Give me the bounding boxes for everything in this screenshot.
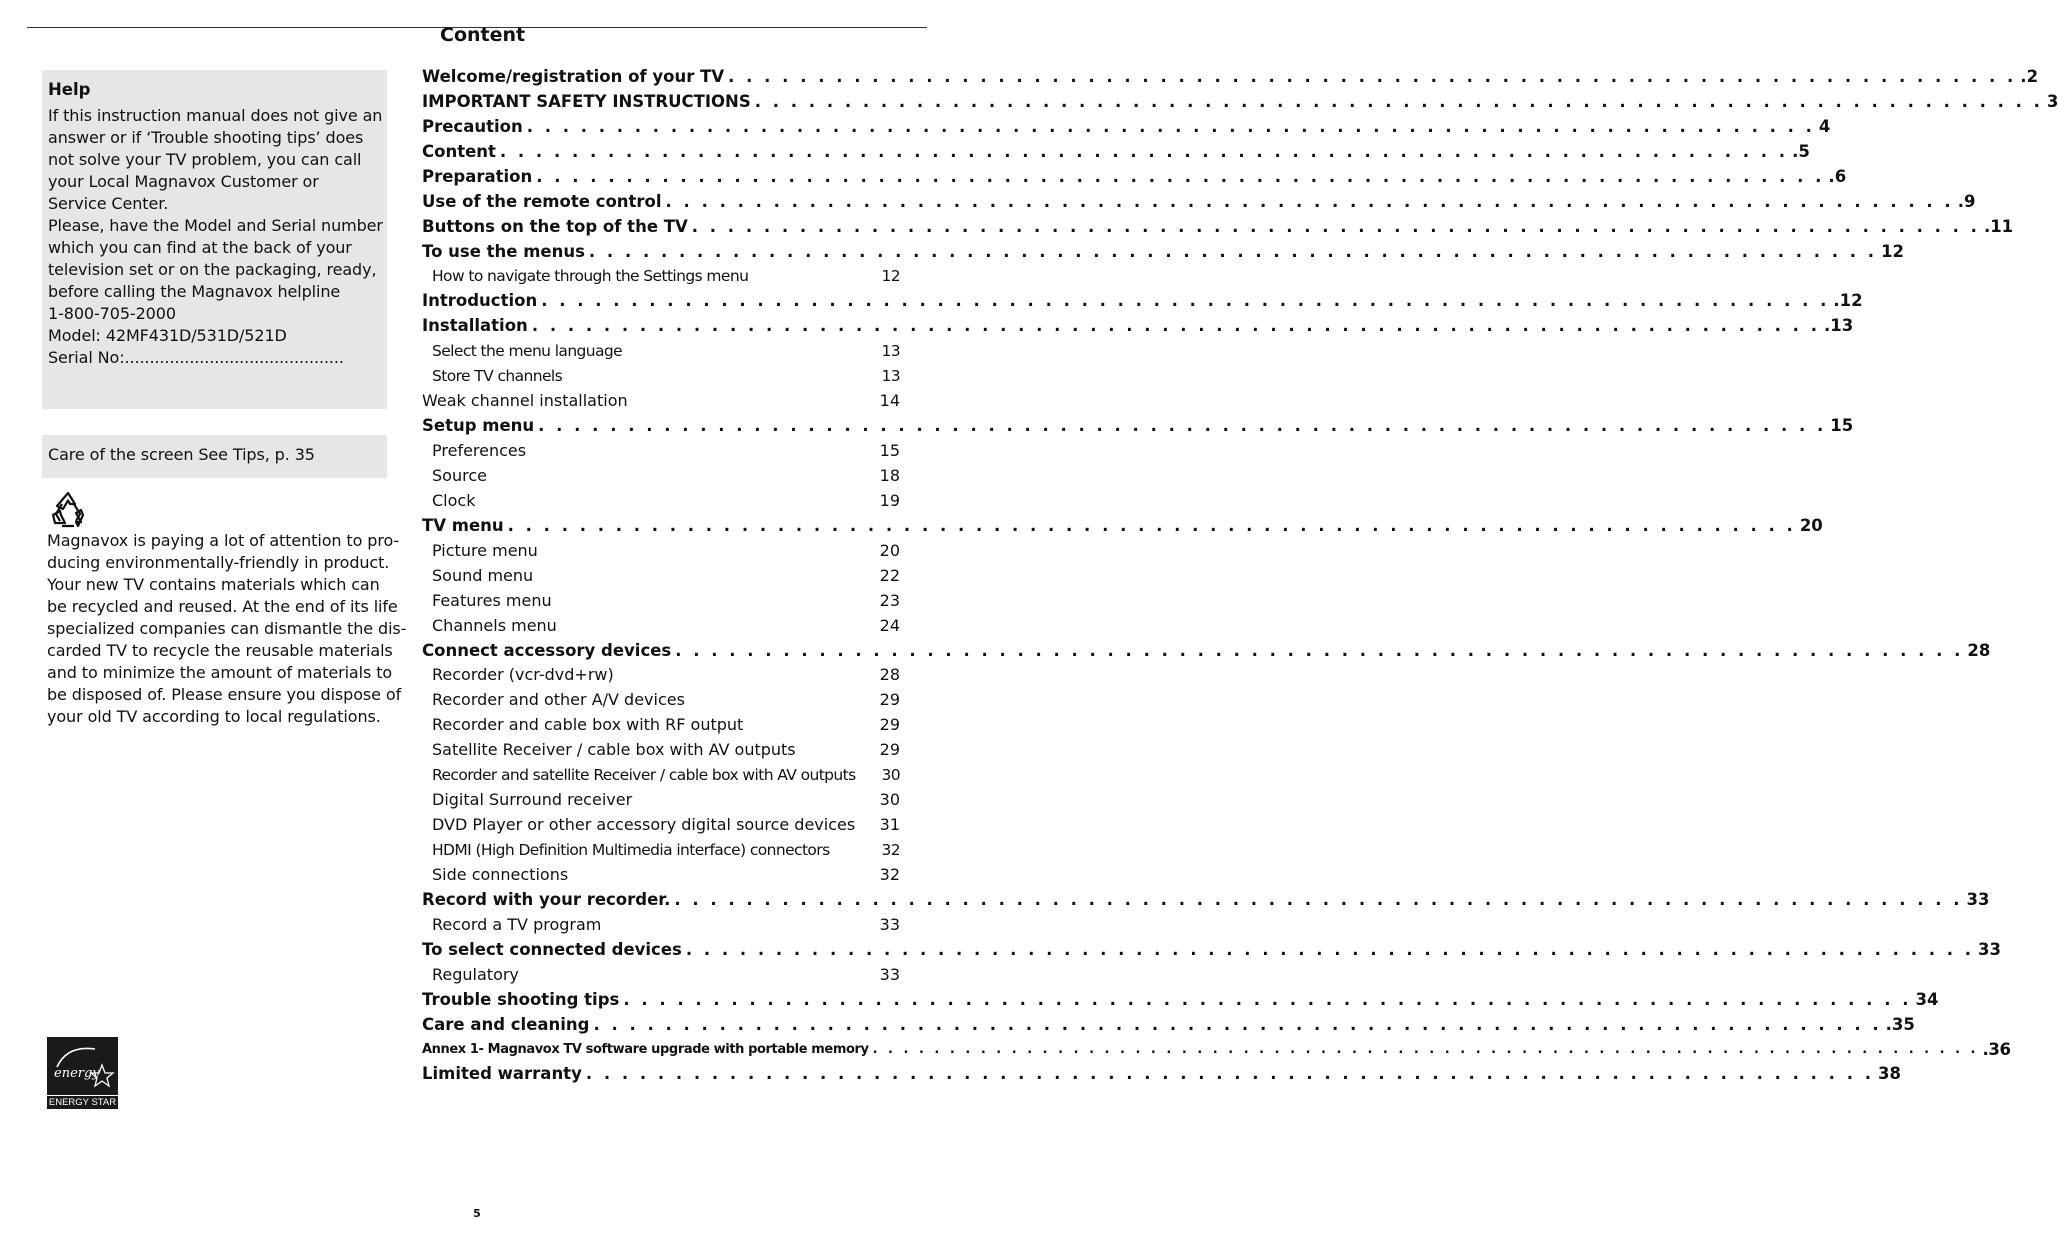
toc-entry-page: 29 <box>879 690 900 710</box>
toc-entry-title: Welcome/registration of your TV <box>422 66 725 86</box>
environment-note <box>47 530 407 728</box>
table-of-contents <box>422 64 2058 1086</box>
page-number: 5 <box>473 1207 481 1220</box>
toc-entry-title: Recorder and cable box with RF output <box>432 715 744 735</box>
help-text <box>48 105 381 369</box>
toc-entry-page: 28 <box>1967 640 1991 660</box>
toc-entry <box>422 613 900 638</box>
toc-entry <box>422 712 900 737</box>
toc-entry <box>422 139 1810 164</box>
toc-leader-dots <box>585 242 1881 261</box>
toc-entry <box>422 164 1847 189</box>
toc-entry <box>422 987 1939 1012</box>
toc-entry-title: Introduction <box>422 291 538 311</box>
toc-entry-page: 30 <box>879 790 900 810</box>
toc-entry <box>422 438 900 463</box>
toc-entry <box>422 588 900 613</box>
toc-entry-title: Record a TV program <box>432 914 602 934</box>
toc-entry-page: 18 <box>879 465 900 485</box>
toc-entry-page: 20 <box>879 540 900 560</box>
toc-entry-page: 4 <box>1818 116 1831 136</box>
toc-leader-dots <box>532 167 1828 186</box>
toc-leader-dots <box>504 516 1800 535</box>
eco-line: specialized companies can dismantle the dis- <box>47 619 407 638</box>
toc-leader-dots <box>670 890 1966 909</box>
toc-entry <box>422 638 1991 663</box>
care-note: Care of the screen See Tips, p. 35 <box>48 445 315 464</box>
toc-entry <box>422 563 900 588</box>
toc-entry-title: Satellite Receiver / cable box with AV outputs <box>432 740 796 760</box>
toc-leader-dots <box>496 142 1792 161</box>
toc-leader-dots <box>589 1015 1885 1034</box>
toc-entry <box>422 887 1990 912</box>
help-line: not solve your TV problem, you can call <box>48 150 362 169</box>
toc-entry-title: Use of the remote control <box>422 191 662 211</box>
toc-leader-dots <box>534 416 1830 435</box>
toc-entry-title: Recorder and satellite Receiver / cable box with AV outputs <box>432 765 856 784</box>
toc-entry-page: 32 <box>879 864 900 884</box>
toc-entry-page: 33 <box>879 914 900 934</box>
toc-entry <box>422 862 900 887</box>
toc-entry-page: 30 <box>881 765 900 784</box>
toc-entry-title: Digital Surround receiver <box>432 790 633 810</box>
energy-star-icon <box>47 1037 118 1095</box>
toc-entry-title: HDMI (High Definition Multimedia interface) connectors <box>432 840 830 859</box>
toc-entry-page: .9 <box>1957 191 1976 211</box>
toc-entry-title: Source <box>432 465 487 485</box>
toc-entry-page: 12 <box>881 266 900 285</box>
toc-leader-dots <box>582 1064 1878 1083</box>
toc-entry <box>422 912 900 937</box>
toc-entry <box>422 1012 1915 1037</box>
help-line: If this instruction manual does not give an <box>48 106 383 125</box>
toc-entry-title: Connect accessory devices <box>422 640 672 660</box>
eco-line: your old TV according to local regulations. <box>47 707 381 726</box>
toc-entry-page: .13 <box>1823 316 1854 336</box>
toc-leader-dots <box>537 291 1833 310</box>
toc-entry-title: Picture menu <box>432 540 538 560</box>
toc-entry-title: Weak channel installation <box>422 391 628 411</box>
toc-entry-page: 14 <box>879 391 900 411</box>
eco-line: Your new TV contains materials which can <box>47 575 380 594</box>
help-line: Service Center. <box>48 194 169 213</box>
help-panel <box>42 70 387 409</box>
toc-entry-title: Content <box>422 141 496 161</box>
toc-entry-page: .2 <box>2020 66 2039 86</box>
help-line: Please, have the Model and Serial number <box>48 216 383 235</box>
toc-entry-title: To select connected devices <box>422 939 682 959</box>
toc-entry-page: 28 <box>879 665 900 685</box>
toc-entry-page: 33 <box>1978 939 2001 959</box>
toc-entry-title: Preparation <box>422 166 533 186</box>
toc-entry-page: 33 <box>879 964 900 984</box>
toc-leader-dots <box>751 92 2047 111</box>
toc-entry <box>422 737 900 762</box>
toc-entry-page: 15 <box>879 441 900 461</box>
toc-entry-title: TV menu <box>422 515 504 535</box>
toc-entry <box>422 413 1854 438</box>
toc-entry-title: Store TV channels <box>432 366 563 385</box>
energy-star-logo <box>47 1037 118 1109</box>
toc-entry-title: To use the menus <box>422 241 585 261</box>
toc-leader-dots <box>682 940 1978 959</box>
toc-leader-dots <box>671 641 1967 660</box>
toc-entry <box>422 463 900 488</box>
toc-entry <box>422 837 900 862</box>
toc-entry-page: 24 <box>879 615 900 635</box>
toc-entry-title: Recorder and other A/V devices <box>432 690 685 710</box>
toc-entry-page: 19 <box>879 490 900 510</box>
care-panel <box>42 435 387 478</box>
toc-leader-dots <box>619 990 1915 1009</box>
recycle-icon <box>48 490 88 530</box>
toc-leader-dots <box>662 192 1958 211</box>
toc-entry <box>422 214 2014 239</box>
toc-entry <box>422 538 900 563</box>
help-line: answer or if ‘Trouble shooting tips’ does <box>48 128 364 147</box>
toc-entry-page: 3 <box>2046 91 2058 111</box>
toc-entry-title: Sound menu <box>432 565 534 585</box>
toc-entry <box>422 288 1863 313</box>
toc-entry <box>422 1062 1901 1087</box>
help-line: before calling the Magnavox helpline <box>48 282 341 301</box>
help-line: your Local Magnavox Customer or <box>48 172 319 191</box>
help-line: which you can find at the back of your <box>48 238 352 257</box>
toc-entry <box>422 338 900 363</box>
toc-leader-dots <box>528 316 1824 335</box>
toc-entry-page: .12 <box>1833 291 1863 311</box>
toc-entry-page: 38 <box>1877 1064 1901 1084</box>
toc-entry <box>422 962 900 987</box>
toc-entry <box>422 663 900 688</box>
toc-entry <box>422 488 900 513</box>
toc-entry-title: DVD Player or other accessory digital source devices <box>432 815 856 835</box>
toc-entry-page: 32 <box>881 840 900 859</box>
page-title: Content <box>440 24 526 46</box>
toc-entry-title: Trouble shooting tips <box>422 989 620 1009</box>
toc-leader-dots <box>869 1042 1983 1057</box>
toc-entry <box>422 239 1905 264</box>
toc-entry <box>422 762 900 787</box>
toc-entry <box>422 264 900 289</box>
toc-entry-page: 29 <box>879 740 900 760</box>
toc-entry-page: .35 <box>1885 1014 1915 1034</box>
energy-script-text: energy <box>54 1066 100 1081</box>
helpline-phone: 1-800-705-2000 <box>48 304 176 323</box>
help-heading: Help <box>48 80 91 99</box>
toc-leader-dots <box>523 117 1819 136</box>
eco-line: be recycled and reused. At the end of its life <box>47 597 398 616</box>
model-number: Model: 42MF431D/531D/521D <box>48 326 287 345</box>
toc-entry-page: 13 <box>881 341 900 360</box>
toc-entry <box>422 89 2058 114</box>
toc-entry-title: Care and cleaning <box>422 1014 590 1034</box>
toc-entry-title: Buttons on the top of the TV <box>422 216 688 236</box>
toc-entry-page: 34 <box>1915 989 1939 1009</box>
toc-entry <box>422 64 2039 89</box>
eco-line: ducing environmentally-friendly in product. <box>47 553 390 572</box>
energy-star-label: ENERGY STAR <box>48 1097 117 1108</box>
toc-leader-dots <box>724 67 2020 86</box>
toc-leader-dots <box>688 217 1984 236</box>
toc-entry-title: Select the menu language <box>432 341 623 360</box>
toc-entry-page: 15 <box>1830 416 1854 436</box>
toc-entry <box>422 937 2001 962</box>
eco-line: carded TV to recycle the reusable materials <box>47 641 393 660</box>
toc-entry-title: Features menu <box>432 590 552 610</box>
toc-entry <box>422 1037 2011 1062</box>
eco-line: be disposed of. Please ensure you dispose of <box>47 685 402 704</box>
serial-number-field: Serial No:............................................ <box>48 348 344 367</box>
toc-entry <box>422 687 900 712</box>
toc-entry <box>422 812 900 837</box>
toc-entry <box>422 388 900 413</box>
toc-entry-page: 23 <box>879 590 900 610</box>
toc-entry <box>422 114 1831 139</box>
toc-entry-page: .6 <box>1828 166 1847 186</box>
toc-entry-title: IMPORTANT SAFETY INSTRUCTIONS <box>422 91 751 111</box>
toc-entry-page: .5 <box>1792 141 1810 161</box>
toc-entry-title: Preferences <box>432 441 527 461</box>
toc-entry-title: Setup menu <box>422 416 535 436</box>
toc-entry <box>422 513 1823 538</box>
toc-entry-page: 20 <box>1799 515 1823 535</box>
toc-entry-page: .11 <box>1983 216 2014 236</box>
toc-entry-page: 22 <box>879 565 900 585</box>
toc-entry-page: 12 <box>1881 241 1905 261</box>
eco-line: and to minimize the amount of materials to <box>47 663 393 682</box>
toc-entry-title: How to navigate through the Settings menu <box>432 266 749 285</box>
toc-entry <box>422 363 900 388</box>
help-line: television set or on the packaging, ready, <box>48 260 377 279</box>
toc-entry <box>422 189 1976 214</box>
toc-entry-page: 31 <box>879 815 900 835</box>
toc-entry-title: Limited warranty <box>422 1064 582 1084</box>
toc-entry-title: Regulatory <box>432 964 519 984</box>
toc-entry-title: Annex 1- Magnavox TV software upgrade with portable memory <box>422 1041 869 1057</box>
toc-entry-title: Installation <box>422 316 528 336</box>
toc-entry-page: 13 <box>881 366 900 385</box>
toc-entry-page: 33 <box>1966 889 1990 909</box>
eco-line: Magnavox is paying a lot of attention to pro- <box>47 531 400 550</box>
toc-entry-page: 29 <box>879 715 900 735</box>
toc-entry <box>422 313 1854 338</box>
toc-entry-title: Channels menu <box>432 615 557 635</box>
toc-entry-title: Precaution <box>422 116 523 136</box>
toc-entry-title: Side connections <box>432 864 569 884</box>
toc-entry-title: Record with your recorder. <box>422 889 671 909</box>
toc-entry-page: .36 <box>1982 1039 2011 1059</box>
toc-entry-title: Clock <box>432 490 476 510</box>
toc-entry-title: Recorder (vcr-dvd+rw) <box>432 665 614 685</box>
toc-entry <box>422 787 900 812</box>
